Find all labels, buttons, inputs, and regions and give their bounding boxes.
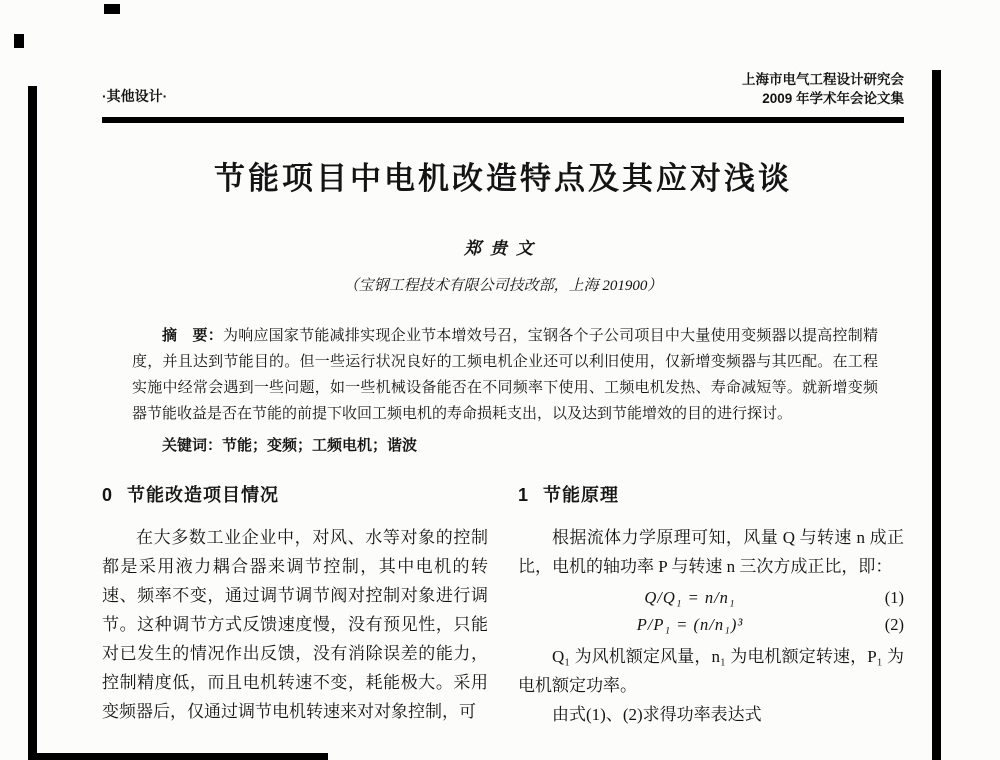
equation-2 bbox=[518, 615, 904, 635]
equation-2-number: (2) bbox=[884, 615, 904, 634]
section-1-paragraph-1: 根据流体力学原理可知，风量 Q 与转速 n 成正比，电机的轴功率 P 与转速 n 三次方成正比，即： bbox=[518, 528, 904, 576]
header-rule bbox=[102, 117, 904, 123]
equation-1-number: (1) bbox=[884, 588, 904, 607]
header-section-label: ·其他设计· bbox=[102, 88, 168, 104]
header-proceedings-name: 2009 年学术年会论文集 bbox=[762, 91, 904, 106]
scan-artifact-bottom-strip bbox=[28, 753, 328, 760]
abstract-block bbox=[102, 323, 904, 455]
scan-artifact-left-mark bbox=[14, 34, 24, 48]
abstract-paragraph bbox=[132, 323, 878, 427]
equation-1-formula: Q/Q₁ = n/n₁ bbox=[644, 588, 736, 607]
equation-2-formula: P/P₁ = (n/n₁)³ bbox=[636, 615, 744, 634]
two-column-body bbox=[102, 481, 904, 729]
scan-artifact-left-edge bbox=[28, 86, 37, 760]
section-heading-1 bbox=[518, 481, 904, 507]
section-heading-0 bbox=[102, 481, 488, 507]
section-title-0: 节能改造项目情况 bbox=[127, 485, 280, 505]
keywords-text: 节能；变频；工频电机；谐波 bbox=[222, 437, 418, 454]
section-title-1: 节能原理 bbox=[543, 485, 620, 505]
page-header bbox=[102, 70, 904, 108]
scan-artifact-right-edge bbox=[932, 70, 941, 760]
keywords-label: 关键词： bbox=[162, 437, 223, 454]
section-number-0: 0 bbox=[102, 485, 114, 505]
section-1-paragraph-3: 由式(1)、(2)求得功率表达式 bbox=[552, 705, 762, 724]
scan-artifact-top-mark bbox=[104, 4, 120, 14]
author-affiliation: （宝钢工程技术有限公司技改部，上海 201900） bbox=[343, 278, 663, 294]
page-content bbox=[102, 70, 904, 729]
equation-1 bbox=[518, 588, 904, 608]
abstract-label: 摘 要： bbox=[162, 327, 223, 344]
header-org-name: 上海市电气工程设计研究会 bbox=[742, 72, 904, 87]
header-organization bbox=[742, 70, 904, 108]
keywords-line bbox=[132, 434, 878, 455]
section-0-paragraph: 在大多数工业企业中，对风、水等对象的控制都是采用液力耦合器来调节控制，其中电机的转速、频率不变，通过调节调节阀对控制对象进行调节。这种调节方式反馈速度慢，没有预见性，只能对已发生的情况作出反馈，没有消除误差的能力，控制精度低，而且电机转速不变，耗能极大。采用变频器后，仅通过调节电机转速来对对象控制，可 bbox=[102, 528, 488, 721]
section-1-paragraph-2: Q₁ 为风机额定风量，n₁ 为电机额定转速，P₁ 为电机额定功率。 bbox=[518, 647, 904, 695]
section-number-1: 1 bbox=[518, 485, 530, 505]
abstract-text: 为响应国家节能减排实现企业节本增效号召，宝钢各个子公司项目中大量使用变频器以提高控制精度，并且达到节能目的。但一些运行状况良好的工频电机企业还可以利旧使用，仅新增变频器与其匹配。在工程实施中经常会遇到一些问题，如一些机械设备能否在不同频率下使用、工频电机发热、寿命减短等。就新增变频器节能收益是否在节能的前提下收回工频电机的寿命损耗支出，以及达到节能增效的目的进行探讨。 bbox=[132, 328, 878, 422]
left-column bbox=[102, 481, 488, 729]
author-name: 郑贵文 bbox=[464, 239, 542, 258]
paper-title: 节能项目中电机改造特点及其应对浅谈 bbox=[214, 161, 792, 196]
right-column bbox=[518, 481, 904, 729]
